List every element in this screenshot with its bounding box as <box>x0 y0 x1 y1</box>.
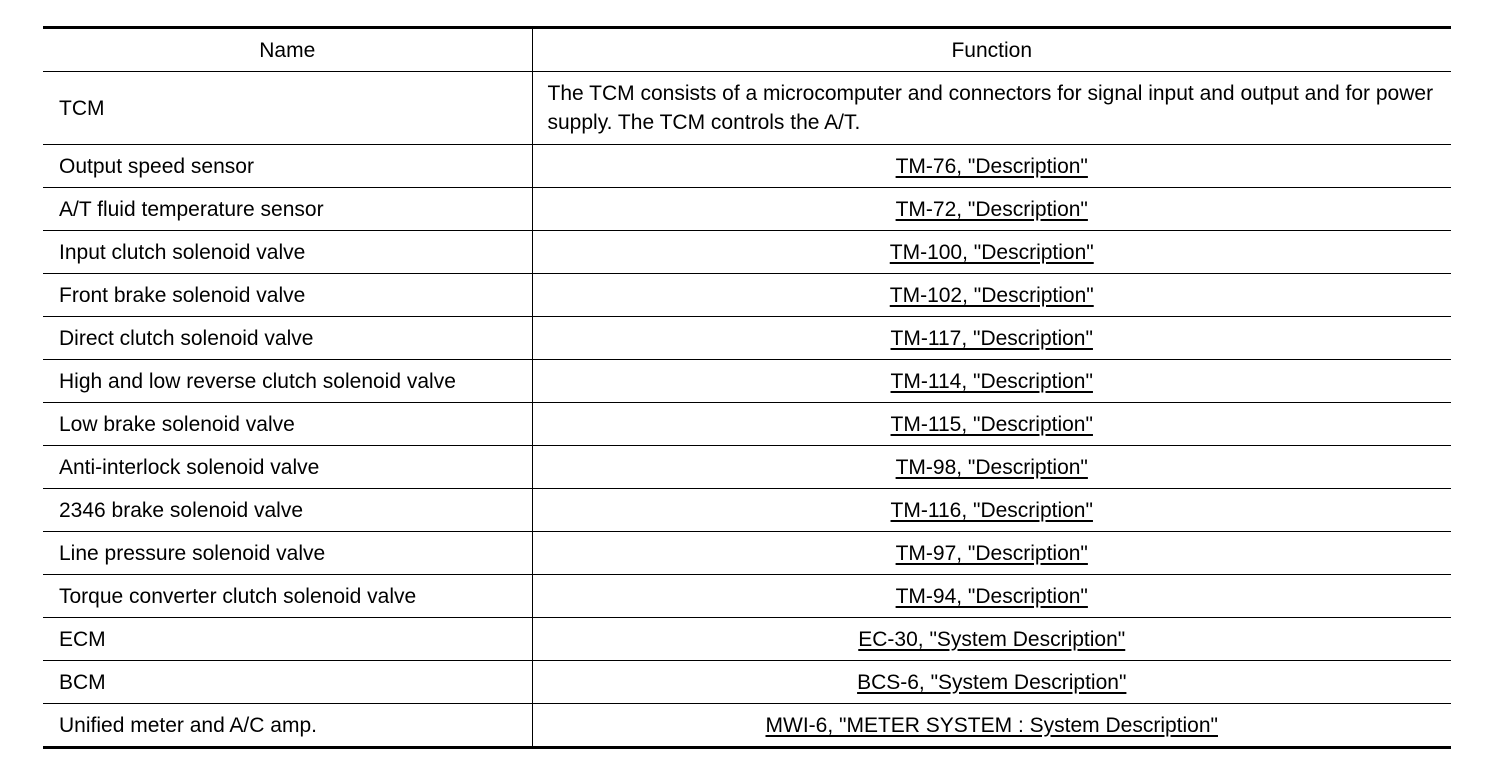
description-reference-link[interactable]: TM-97, "Description" <box>895 541 1088 565</box>
component-function-table <box>43 26 1451 749</box>
function-reference-cell <box>532 532 1451 575</box>
description-reference-link[interactable]: TM-115, "Description" <box>890 412 1093 436</box>
table-body <box>43 72 1451 748</box>
component-name-cell: Input clutch solenoid valve <box>43 231 532 274</box>
function-reference-cell <box>532 704 1451 748</box>
table-row <box>43 403 1451 446</box>
function-reference-cell <box>532 489 1451 532</box>
description-reference-link[interactable]: BCS-6, "System Description" <box>857 670 1127 694</box>
description-reference-link[interactable]: TM-117, "Description" <box>890 326 1093 350</box>
component-function-table-container <box>43 26 1451 749</box>
description-reference-link[interactable]: EC-30, "System Description" <box>858 627 1126 651</box>
function-reference-cell <box>532 618 1451 661</box>
description-reference-link[interactable]: TM-116, "Description" <box>890 498 1093 522</box>
component-name-cell: 2346 brake solenoid valve <box>43 489 532 532</box>
table-row <box>43 231 1451 274</box>
function-reference-cell <box>532 317 1451 360</box>
table-row <box>43 72 1451 145</box>
table-row <box>43 489 1451 532</box>
component-name-cell: A/T fluid temperature sensor <box>43 188 532 231</box>
function-reference-cell <box>532 446 1451 489</box>
table-row <box>43 360 1451 403</box>
table-header-row <box>43 28 1451 72</box>
description-reference-link[interactable]: TM-114, "Description" <box>890 369 1093 393</box>
function-reference-cell <box>532 274 1451 317</box>
function-reference-cell <box>532 188 1451 231</box>
component-name-cell: Front brake solenoid valve <box>43 274 532 317</box>
function-reference-cell <box>532 231 1451 274</box>
function-reference-cell <box>532 360 1451 403</box>
function-reference-cell <box>532 403 1451 446</box>
component-name-cell: Unified meter and A/C amp. <box>43 704 532 748</box>
component-name-cell: High and low reverse clutch solenoid valve <box>43 360 532 403</box>
table-row <box>43 446 1451 489</box>
table-row <box>43 145 1451 188</box>
table-row <box>43 532 1451 575</box>
function-description-cell: The TCM consists of a microcomputer and connectors for signal input and output and for power supply. The TCM controls the A/T. <box>532 72 1451 145</box>
component-name-cell: Low brake solenoid valve <box>43 403 532 446</box>
function-reference-cell <box>532 575 1451 618</box>
component-name-cell: Output speed sensor <box>43 145 532 188</box>
component-name-cell: Torque converter clutch solenoid valve <box>43 575 532 618</box>
description-reference-link[interactable]: TM-98, "Description" <box>895 455 1088 479</box>
table-row <box>43 661 1451 704</box>
description-reference-link[interactable]: MWI-6, "METER SYSTEM : System Description" <box>765 713 1218 737</box>
function-reference-cell <box>532 145 1451 188</box>
table-row <box>43 188 1451 231</box>
component-name-cell: TCM <box>43 72 532 145</box>
description-reference-link[interactable]: TM-94, "Description" <box>895 584 1088 608</box>
component-name-cell: BCM <box>43 661 532 704</box>
component-name-cell: ECM <box>43 618 532 661</box>
table-row <box>43 618 1451 661</box>
table-row <box>43 317 1451 360</box>
description-reference-link[interactable]: TM-102, "Description" <box>889 283 1094 307</box>
column-header-function: Function <box>532 28 1451 72</box>
component-name-cell: Direct clutch solenoid valve <box>43 317 532 360</box>
column-header-name: Name <box>43 28 532 72</box>
description-reference-link[interactable]: TM-72, "Description" <box>895 197 1088 221</box>
description-reference-link[interactable]: TM-100, "Description" <box>889 240 1094 264</box>
component-name-cell: Anti-interlock solenoid valve <box>43 446 532 489</box>
description-reference-link[interactable]: TM-76, "Description" <box>895 154 1088 178</box>
function-reference-cell <box>532 661 1451 704</box>
table-row <box>43 274 1451 317</box>
table-row <box>43 704 1451 748</box>
table-row <box>43 575 1451 618</box>
component-name-cell: Line pressure solenoid valve <box>43 532 532 575</box>
